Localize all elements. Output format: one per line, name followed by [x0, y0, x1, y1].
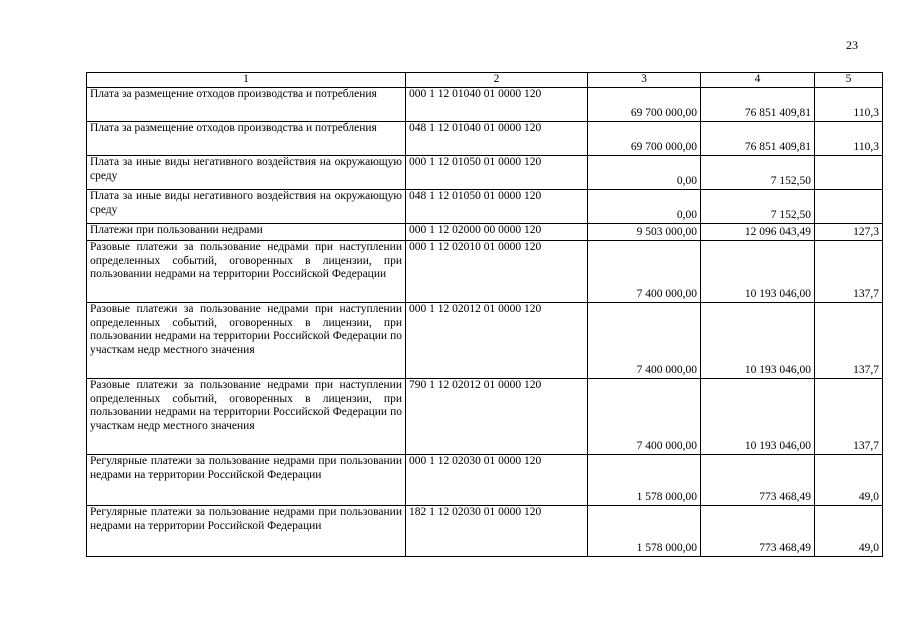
row-percent-value: [815, 156, 883, 190]
row-percent-value: [815, 190, 883, 224]
row-plan-value: 7 400 000,00: [588, 303, 701, 379]
row-plan-value: 0,00: [588, 156, 701, 190]
row-name: Плата за размещение отходов производства и потребления: [87, 122, 406, 156]
table-row: [87, 241, 883, 303]
row-name: Платежи при пользовании недрами: [87, 224, 406, 241]
row-percent-value: 49,0: [815, 455, 883, 506]
row-name: Разовые платежи за пользование недрами при наступлении определенных событий, оговоренных в лицензии, при пользовании недрами на территории Российской Федерации: [87, 241, 406, 303]
row-plan-value: 7 400 000,00: [588, 379, 701, 455]
row-code: 000 1 12 02000 00 0000 120: [406, 224, 588, 241]
row-name: Регулярные платежи за пользование недрами при пользовании недрами на территории Российской Федерации: [87, 506, 406, 557]
table-row: [87, 224, 883, 241]
row-percent-value: 110,3: [815, 88, 883, 122]
column-header: 2: [406, 73, 588, 88]
row-plan-value: 0,00: [588, 190, 701, 224]
revenue-table: [86, 72, 883, 557]
row-percent-value: 110,3: [815, 122, 883, 156]
column-header: 5: [815, 73, 883, 88]
row-actual-value: 7 152,50: [701, 190, 815, 224]
row-percent-value: 137,7: [815, 241, 883, 303]
row-actual-value: 7 152,50: [701, 156, 815, 190]
row-actual-value: 773 468,49: [701, 455, 815, 506]
table-row: [87, 122, 883, 156]
column-header: 3: [588, 73, 701, 88]
row-actual-value: 76 851 409,81: [701, 88, 815, 122]
row-plan-value: 9 503 000,00: [588, 224, 701, 241]
row-code: 000 1 12 02010 01 0000 120: [406, 241, 588, 303]
row-percent-value: 49,0: [815, 506, 883, 557]
row-actual-value: 773 468,49: [701, 506, 815, 557]
row-actual-value: 12 096 043,49: [701, 224, 815, 241]
table-row: [87, 303, 883, 379]
row-code: 048 1 12 01050 01 0000 120: [406, 190, 588, 224]
row-plan-value: 1 578 000,00: [588, 506, 701, 557]
row-code: 000 1 12 01040 01 0000 120: [406, 88, 588, 122]
row-percent-value: 137,7: [815, 379, 883, 455]
row-actual-value: 10 193 046,00: [701, 379, 815, 455]
column-header: 1: [87, 73, 406, 88]
page-number: 23: [846, 38, 858, 52]
table-row: [87, 156, 883, 190]
row-code: 182 1 12 02030 01 0000 120: [406, 506, 588, 557]
table-row: [87, 506, 883, 557]
row-actual-value: 10 193 046,00: [701, 303, 815, 379]
row-plan-value: 1 578 000,00: [588, 455, 701, 506]
table-row: [87, 88, 883, 122]
row-name: Плата за размещение отходов производства и потребления: [87, 88, 406, 122]
row-name: Разовые платежи за пользование недрами при наступлении определенных событий, оговоренных в лицензии, при пользовании недрами на территории Российской Федерации по участкам недр местного значения: [87, 303, 406, 379]
row-name: Регулярные платежи за пользование недрами при пользовании недрами на территории Российской Федерации: [87, 455, 406, 506]
row-percent-value: 137,7: [815, 303, 883, 379]
row-name: Плата за иные виды негативного воздействия на окружающую среду: [87, 156, 406, 190]
column-header: 4: [701, 73, 815, 88]
row-code: 000 1 12 01050 01 0000 120: [406, 156, 588, 190]
row-name: Разовые платежи за пользование недрами при наступлении определенных событий, оговоренных в лицензии, при пользовании недрами на территории Российской Федерации по участкам недр местного значения: [87, 379, 406, 455]
table-header-row: [87, 73, 883, 88]
row-percent-value: 127,3: [815, 224, 883, 241]
row-actual-value: 76 851 409,81: [701, 122, 815, 156]
row-plan-value: 7 400 000,00: [588, 241, 701, 303]
row-code: 790 1 12 02012 01 0000 120: [406, 379, 588, 455]
row-code: 000 1 12 02012 01 0000 120: [406, 303, 588, 379]
table-row: [87, 190, 883, 224]
row-plan-value: 69 700 000,00: [588, 122, 701, 156]
row-actual-value: 10 193 046,00: [701, 241, 815, 303]
row-plan-value: 69 700 000,00: [588, 88, 701, 122]
row-name: Плата за иные виды негативного воздействия на окружающую среду: [87, 190, 406, 224]
row-code: 000 1 12 02030 01 0000 120: [406, 455, 588, 506]
row-code: 048 1 12 01040 01 0000 120: [406, 122, 588, 156]
table-row: [87, 455, 883, 506]
table-row: [87, 379, 883, 455]
